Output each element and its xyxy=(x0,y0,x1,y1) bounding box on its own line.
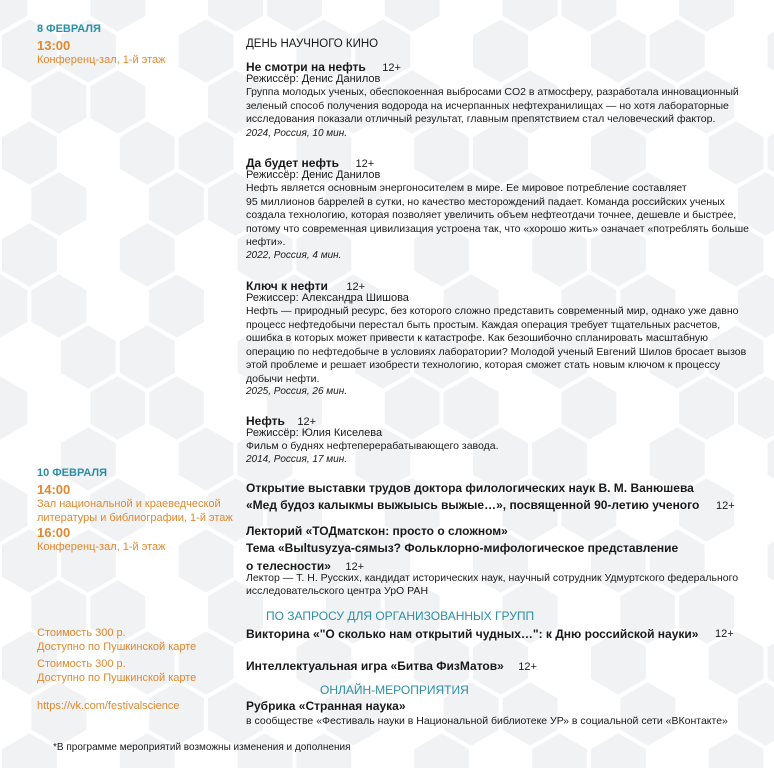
desc-line: исследования показали отличный результат, главным препятствием стал человеческий фактор. xyxy=(246,113,716,126)
desc-line: Фильм о буднях нефтеперерабатывающего завода. xyxy=(246,440,499,452)
film-meta: 2014, Россия, 17 мин. xyxy=(246,454,347,465)
desc-line: потому что современная цивилизация устроена так, что «хорошо жить» означает «потреблять больше xyxy=(246,222,750,235)
place-national-hall-2: литературы и библиографии, 1-й этаж xyxy=(37,512,233,524)
pushkin-card-quiz: Доступно по Пушкинской карте xyxy=(37,641,197,653)
film-description xyxy=(246,182,749,250)
age-rating: 12+ xyxy=(345,561,365,573)
desc-line: создала технологию, которая позволяет увеличить объем нефтеотдачи точнее, дешевле и быстрее, xyxy=(246,209,737,222)
place-national-hall-1: Зал национальной и краеведческой xyxy=(37,498,221,510)
film-meta: 2025, Россия, 26 мин. xyxy=(246,386,347,397)
place-conference-hall: Конференц-зал, 1-й этаж xyxy=(37,54,166,66)
age-rating: 12+ xyxy=(716,500,735,512)
film-meta: 2022, Россия, 4 мин. xyxy=(246,250,342,261)
age-rating: 12+ xyxy=(346,281,366,293)
online-heading: ОНЛАЙН-МЕРОПРИЯТИЯ xyxy=(320,683,469,697)
desc-line: добычи нефти. xyxy=(246,372,320,385)
film-director: Режиссёр: Юлия Киселева xyxy=(246,427,383,439)
lecture-topic-2: о телесности» xyxy=(246,559,331,573)
hexagon-shape xyxy=(766,17,774,85)
film-title: Ключ к нефти xyxy=(246,279,328,293)
online-description: в сообществе «Фестиваль науки в Национальной библиотеке УР» в социальной сети «ВКонтакте» xyxy=(246,715,728,727)
age-rating: 12+ xyxy=(518,661,537,673)
film-director: Режиссёр: Денис Данилов xyxy=(246,169,381,181)
quiz-title: Викторина «"О сколько нам открытий чудных…": к Дню российской науки» xyxy=(246,627,699,641)
desc-line: Группа молодых ученых, обеспокоенная выбросами CO2 в атмосферу, разработала инновационный xyxy=(246,86,739,98)
cost-quiz: Стоимость 300 р. xyxy=(37,627,126,639)
hexagon-shape xyxy=(766,527,774,595)
film-title: Да будет нефть xyxy=(246,156,340,170)
time-13-00: 13:00 xyxy=(37,38,71,53)
age-rating: 12+ xyxy=(715,628,734,640)
desc-line: процесс нефтедобычи перестал быть простым. Каждая операция требует тщательных расчетов, xyxy=(246,318,721,331)
film-description xyxy=(246,440,499,454)
desc-line: операцию по нефтедобыче в условиях лаборатории? Молодой ученый Евгений Шилов бросает вызов xyxy=(246,345,747,358)
desc-line: 95 миллионов баррелей в сутки, но качество месторождений падает. Команда российских ученых xyxy=(246,195,725,208)
cinema-heading: ДЕНЬ НАУЧНОГО КИНО xyxy=(246,38,379,50)
time-16-00: 16:00 xyxy=(37,525,71,540)
lecture-topic-1: Тема «Выltusyzya-сямыз? Фольклорно-мифологическое представление xyxy=(246,541,679,555)
vk-link[interactable]: https://vk.com/festivalscience xyxy=(37,700,180,712)
film-director: Режиссёр: Денис Данилов xyxy=(246,73,381,85)
film-meta: 2024, Россия, 10 мин. xyxy=(246,128,347,139)
desc-line: зеленый способ получения водорода на исчерпанных нефтехранилищах — но хотя лабораторные xyxy=(246,99,729,112)
age-rating: 12+ xyxy=(382,62,401,74)
exhibition-title-1: Открытие выставки трудов доктора филологических наук В. М. Ванюшева xyxy=(246,481,694,495)
time-14-00: 14:00 xyxy=(37,482,71,497)
exhibition-title-2: «Мед будоз калыкмы выжыысь выжые…», посвященной 90-летию ученого xyxy=(246,498,700,512)
desc-line: нефти». xyxy=(246,236,286,249)
film-title: Нефть xyxy=(246,414,285,428)
game-title: Интеллектуальная игра «Битва ФизМатов» xyxy=(246,659,504,673)
age-rating: 12+ xyxy=(297,416,317,428)
film-director: Режиссер: Александра Шишова xyxy=(246,292,409,304)
hexagon-shape xyxy=(0,374,29,442)
online-title: Рубрика «Странная наука» xyxy=(246,699,406,713)
desc-line: Нефть — природный ресурс, без которого сложно представить современный мир, однако уже давно xyxy=(246,305,739,317)
groups-heading: ПО ЗАПРОСУ ДЛЯ ОРГАНИЗОВАННЫХ ГРУПП xyxy=(266,609,535,623)
footnote: *В программе мероприятий возможны изменения и дополнения xyxy=(53,742,351,753)
film-description xyxy=(246,86,739,127)
desc-line: этой проблеме и решает изобрести технологию, которая сможет стать новым ключом к процессу xyxy=(246,359,721,372)
film-description xyxy=(246,305,746,387)
age-rating: 12+ xyxy=(355,158,375,170)
film-title: Не смотри на нефть xyxy=(246,60,366,74)
game-row xyxy=(246,657,537,675)
lecture-title: Лекторий «ТОДматскон: просто о сложном» xyxy=(246,524,508,538)
desc-line: ошибка в которых может привести к катастрофе. Как безошибочно спланировать масштабную xyxy=(246,332,709,345)
lecturer-line-1: Лектор — Т. Н. Русских, кандидат исторических наук, научный сотрудник Удмуртского федерального xyxy=(246,572,739,584)
date-feb-10: 10 ФЕВРАЛЯ xyxy=(37,467,108,479)
lecturer-line-2: исследовательского центра УрО РАН xyxy=(246,585,429,597)
place-conference-hall-2: Конференц-зал, 1-й этаж xyxy=(37,541,166,553)
pushkin-card-game: Доступно по Пушкинской карте xyxy=(37,672,197,684)
date-feb-8: 8 ФЕВРАЛЯ xyxy=(37,23,101,35)
cost-game: Стоимость 300 р. xyxy=(37,658,126,670)
desc-line: Нефть является основным энергоносителем в мире. Ее мировое потребление составляет xyxy=(246,182,687,194)
